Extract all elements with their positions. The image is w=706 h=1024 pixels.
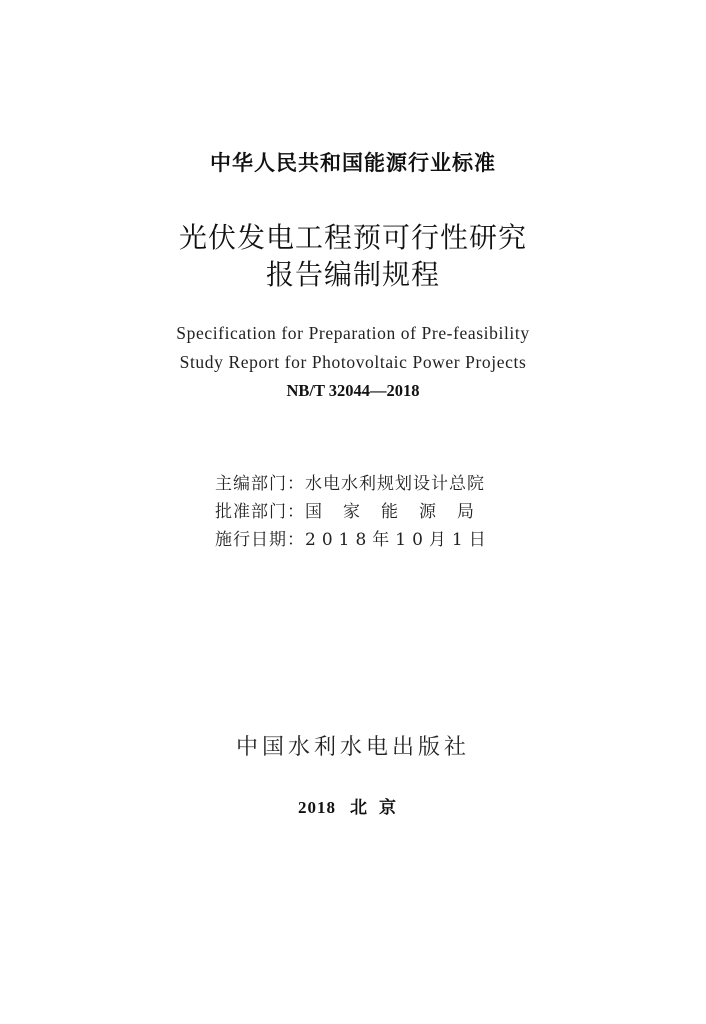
publication-year: 2018 (298, 798, 336, 817)
title-cn-line-1: 光伏发电工程预可行性研究 (178, 221, 527, 254)
approver-department-label: 批准部门： (215, 502, 305, 522)
effective-date-value: 2018年10月1日 (305, 530, 492, 550)
publication-year-place (0, 796, 706, 820)
approver-department-row (215, 498, 495, 526)
title-en-line-1: Specification for Preparation of Pre-feasibility (176, 323, 530, 343)
effective-date-label: 施行日期： (215, 530, 305, 550)
standard-type-heading: 中华人民共和国能源行业标准 (210, 151, 496, 175)
publication-city: 北京 (350, 798, 408, 817)
editor-department-label: 主编部门： (215, 474, 305, 494)
title-cn-line-2: 报告编制规程 (265, 258, 440, 291)
title-en-line-2: Study Report for Photovoltaic Power Projects (179, 352, 527, 372)
approver-department-value: 国家能源局 (305, 502, 495, 522)
editor-department-value: 水电水利规划设计总院 (305, 474, 485, 494)
standard-number: NB/T 32044—2018 (286, 381, 420, 400)
effective-date-row (215, 526, 492, 554)
editor-department-row (215, 470, 485, 498)
publisher-name: 中国水利水电出版社 (235, 735, 470, 760)
